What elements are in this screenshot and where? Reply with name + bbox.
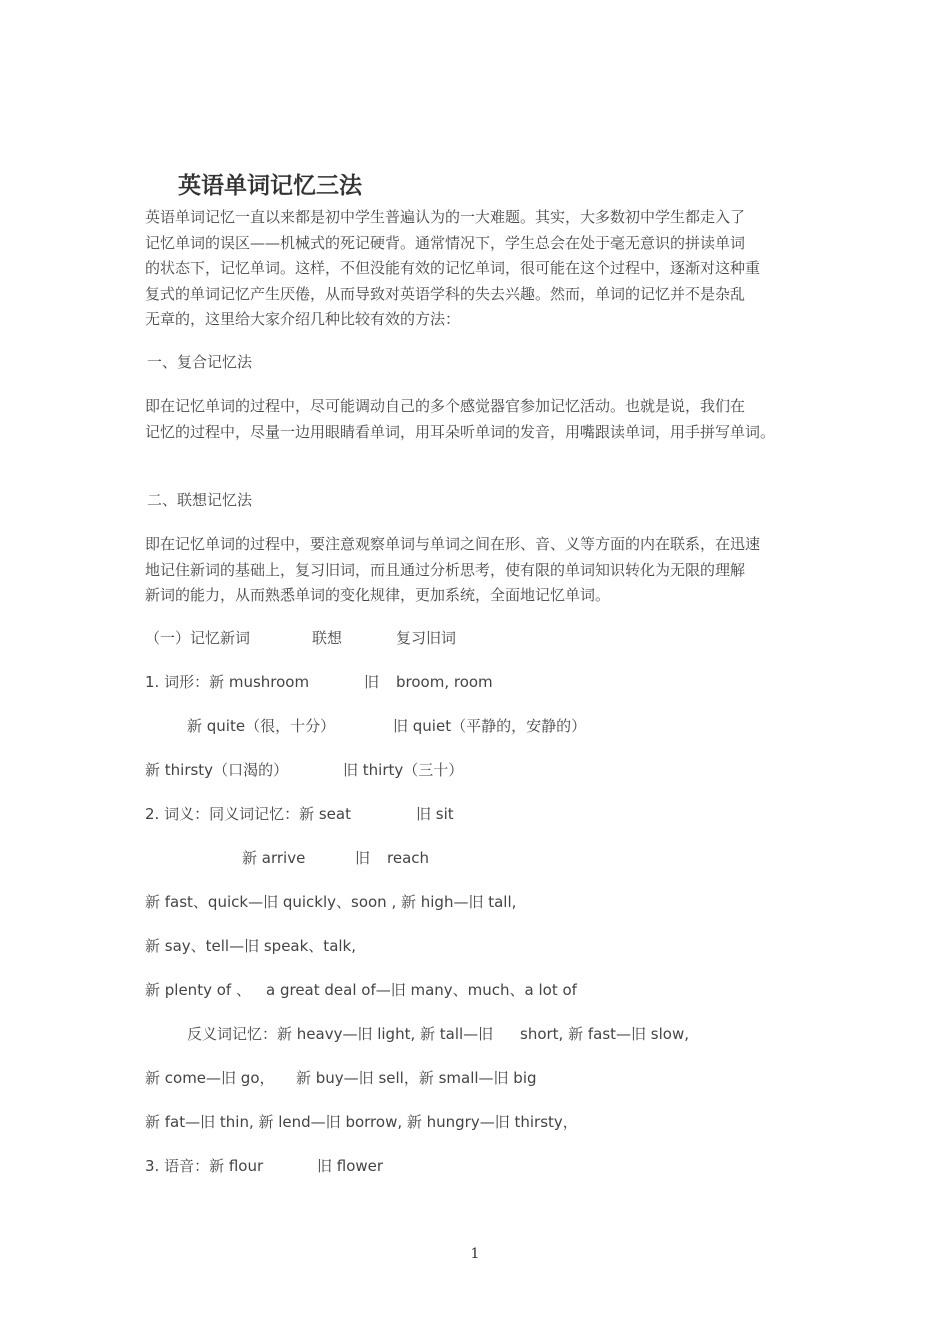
section1-line: 记忆的过程中，尽量一边用眼睛看单词，用耳朵听单词的发音，用嘴跟读单词，用手拼写单词。	[145, 422, 776, 441]
table-header-col2: 联想	[312, 629, 343, 647]
word-row: 新 say、tell—旧 speak、talk,	[145, 937, 357, 955]
word-row-old: broom, room	[396, 673, 493, 691]
word-row-old: a great deal of—旧 many、much、a lot of	[266, 981, 577, 999]
intro-paragraph	[145, 205, 825, 333]
word-row-new: 新 arrive	[242, 849, 306, 867]
word-row-old-label: 旧	[364, 673, 380, 691]
word-row-new: 新 thirsty（口渴的）	[145, 761, 289, 779]
word-row-old: 旧 sit	[416, 805, 454, 823]
document-title: 英语单词记忆三法	[178, 173, 362, 199]
section2-line: 新词的能力，从而熟悉单词的变化规律，更加系统，全面地记忆单词。	[145, 586, 611, 604]
word-row-old: 旧 quiet（平静的，安静的）	[393, 717, 587, 735]
intro-line: 英语单词记忆一直以来都是初中学生普遍认为的一大难题。其实，大多数初中学生都走入了	[145, 208, 746, 226]
word-row-new: 新 quite（很，十分）	[187, 717, 336, 735]
table-header-col3: 复习旧词	[396, 629, 457, 647]
word-row-old: 旧 thirty（三十）	[343, 761, 464, 779]
word-row-old: reach	[387, 849, 430, 867]
section1-paragraph	[145, 394, 825, 445]
table-header-col1: （一）记忆新词	[145, 629, 251, 647]
word-row-new: 新 plenty of 、	[145, 981, 251, 999]
word-row-antonym: 反义词记忆：新 heavy—旧 light, 新 tall—旧	[187, 1025, 494, 1043]
word-row: 新 fast、quick—旧 quickly、soon , 新 high—旧 tall,	[145, 893, 517, 911]
section1-heading: 一、复合记忆法	[147, 353, 253, 371]
section2-line: 即在记忆单词的过程中，要注意观察单词与单词之间在形、音、义等方面的内在联系，在迅速	[145, 535, 761, 553]
section2-line: 地记住新词的基础上，复习旧词，而且通过分析思考，使有限的单词知识转化为无限的理解	[145, 560, 746, 579]
word-row-antonym: 新 come—旧 go，	[145, 1069, 275, 1087]
word-row-new: 1. 词形：新 mushroom	[145, 673, 310, 691]
intro-line: 复式的单词记忆产生厌倦，从而导致对英语学科的失去兴趣。然而，单词的记忆并不是杂乱	[145, 284, 746, 303]
section1-line: 即在记忆单词的过程中，尽可能调动自己的多个感觉器官参加记忆活动。也就是说，我们在	[145, 397, 746, 415]
word-row-antonym: short, 新 fast—旧 slow,	[520, 1025, 689, 1043]
section2-paragraph	[145, 532, 825, 609]
section2-heading: 二、联想记忆法	[147, 491, 253, 509]
word-row-old: 旧 flower	[317, 1157, 384, 1175]
intro-line: 记忆单词的误区——机械式的死记硬背。通常情况下，学生总会在处于毫无意识的拼读单词	[145, 233, 746, 252]
word-row-antonym: 新 buy—旧 sell，新 small—旧 big	[296, 1069, 537, 1087]
word-row-new: 3. 语音：新 flour	[145, 1157, 264, 1175]
word-row-new: 2. 词义：同义词记忆：新 seat	[145, 805, 351, 823]
intro-line: 的状态下，记忆单词。这样，不但没能有效的记忆单词，很可能在这个过程中，逐渐对这种重	[145, 259, 761, 277]
word-row: 新 fat—旧 thin, 新 lend—旧 borrow, 新 hungry—旧 thirsty，	[145, 1113, 578, 1131]
word-row-old-label: 旧	[355, 849, 371, 867]
intro-line: 无章的，这里给大家介绍几种比较有效的方法：	[145, 310, 461, 328]
page-number: 1	[470, 1246, 480, 1262]
